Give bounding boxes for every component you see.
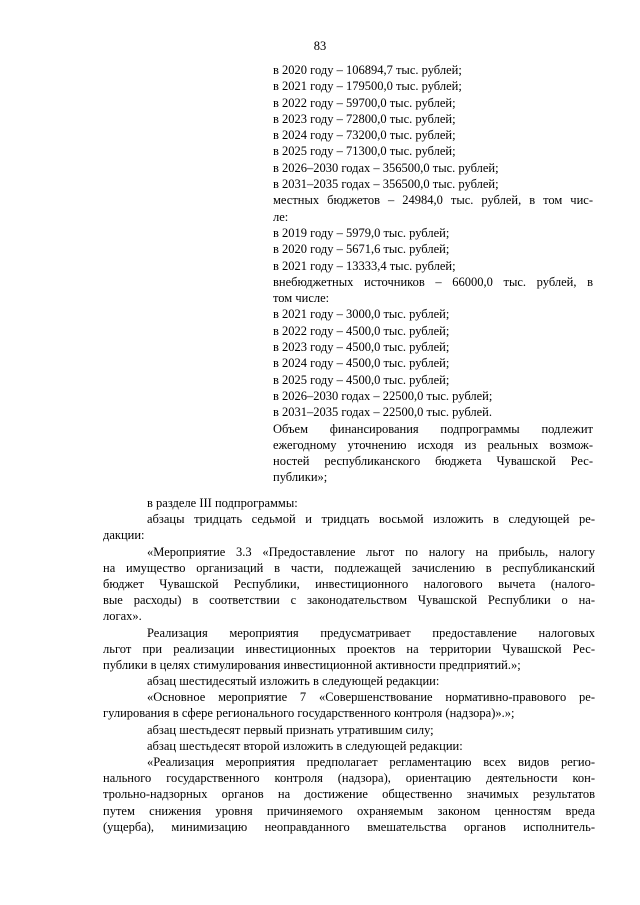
financing-line: том числе:	[273, 291, 330, 306]
paragraph-line: «Мероприятие 3.3 «Предоставление льгот по налогу на прибыль, налогу	[147, 544, 595, 559]
paragraph-line: в разделе III подпрограммы:	[147, 496, 298, 510]
paragraph-line: гулирования в сфере регионального государственного контроля (надзора)».»;	[103, 706, 515, 721]
paragraph-line: логах».	[103, 609, 142, 624]
paragraph-line: дакции:	[103, 528, 145, 543]
paragraph-line: вые расходы) в соответствии с законодательством Чувашской Республики о на-	[103, 593, 595, 608]
paragraph-line: на имущество организаций в части, подлежащей зачислению в республиканский	[103, 560, 595, 575]
paragraph-line: (ущерба), минимизацию неоправданного вмешательства органов исполнитель-	[103, 819, 595, 834]
paragraph-line: «Основное мероприятие 7 «Совершенствование нормативно-правового ре-	[147, 690, 595, 705]
financing-line: в 2025 году – 4500,0 тыс. рублей;	[273, 372, 450, 387]
financing-line: ле:	[273, 209, 289, 224]
financing-line: в 2025 году – 71300,0 тыс. рублей;	[273, 144, 456, 159]
financing-line: в 2020 году – 106894,7 тыс. рублей;	[273, 63, 462, 77]
financing-line: в 2023 году – 72800,0 тыс. рублей;	[273, 111, 456, 126]
financing-block	[273, 62, 593, 486]
financing-line: публики»;	[273, 470, 328, 485]
financing-line: ежегодному уточнению исходя из реальных возмож-	[273, 437, 593, 452]
paragraph-line: абзац шестьдесят второй изложить в следующей редакции:	[147, 738, 463, 753]
paragraph-line: нального государственного контроля (надзора), ориентацию деятельности кон-	[103, 771, 595, 786]
paragraph-line: «Реализация мероприятия предполагает регламентацию всех видов регио-	[147, 755, 595, 769]
financing-line: в 2023 году – 4500,0 тыс. рублей;	[273, 340, 450, 355]
paragraph-line: Реализация мероприятия предусматривает предоставление налоговых	[147, 625, 595, 640]
financing-line: в 2031–2035 годах – 356500,0 тыс. рублей;	[273, 177, 499, 192]
financing-line: ностей республиканского бюджета Чувашской Рес-	[273, 454, 593, 469]
paragraph-line: абзац шестьдесят первый признать утратившим силу;	[147, 722, 434, 737]
financing-line: в 2022 году – 59700,0 тыс. рублей;	[273, 95, 456, 110]
financing-line: в 2024 году – 4500,0 тыс. рублей;	[273, 356, 450, 371]
financing-line: Объем финансирования подпрограммы подлежит	[273, 421, 593, 436]
financing-line: в 2026–2030 годах – 22500,0 тыс. рублей;	[273, 388, 493, 403]
paragraph-line: публики в целях стимулирования инвестиционной активности предприятий.»;	[103, 657, 521, 672]
financing-line: в 2026–2030 годах – 356500,0 тыс. рублей;	[273, 160, 499, 175]
financing-line: внебюджетных источников – 66000,0 тыс. рублей, в	[273, 274, 593, 289]
paragraph-line: льгот при реализации инвестиционных проектов на территории Чувашской Рес-	[103, 641, 595, 656]
financing-line: в 2024 году – 73200,0 тыс. рублей;	[273, 128, 456, 143]
financing-line: в 2022 году – 4500,0 тыс. рублей;	[273, 323, 450, 338]
paragraph-line: абзацы тридцать седьмой и тридцать восьмой изложить в следующей ре-	[147, 512, 595, 527]
paragraph-line: бюджет Чувашской Республики, инвестиционного налогового вычета (налого-	[103, 576, 595, 591]
financing-line: местных бюджетов – 24984,0 тыс. рублей, в том чис-	[273, 193, 593, 208]
financing-line: в 2020 году – 5671,6 тыс. рублей;	[273, 242, 450, 257]
financing-line: в 2031–2035 годах – 22500,0 тыс. рублей.	[273, 405, 492, 420]
financing-line: в 2019 году – 5979,0 тыс. рублей;	[273, 225, 450, 240]
paragraph-line: трольно-надзорных органов на достижение общественно значимых результатов	[103, 787, 595, 802]
financing-line: в 2021 году – 13333,4 тыс. рублей;	[273, 258, 456, 273]
financing-line: в 2021 году – 3000,0 тыс. рублей;	[273, 307, 450, 322]
amendment-text	[103, 495, 595, 835]
paragraph-line: абзац шестидесятый изложить в следующей редакции:	[147, 674, 440, 689]
financing-line: в 2021 году – 179500,0 тыс. рублей;	[273, 79, 462, 94]
page-number: 83	[313, 39, 327, 53]
paragraph-line: путем снижения уровня причиняемого охраняемым законом ценностям вреда	[103, 803, 595, 818]
